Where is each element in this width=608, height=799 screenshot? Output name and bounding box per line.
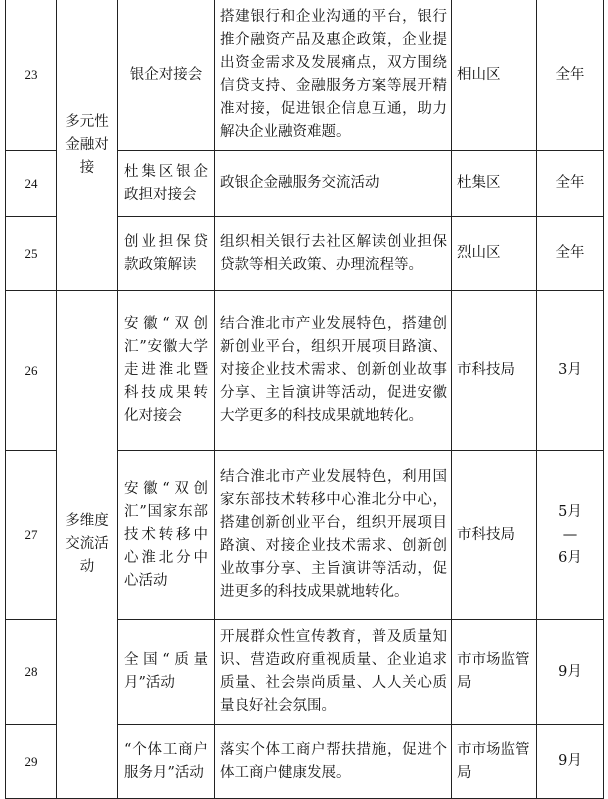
activity-content: 政银企金融服务交流活动 [215, 151, 452, 217]
activity-name: 杜集区银企政担对接会 [118, 151, 215, 217]
activity-name: 创业担保贷款政策解读 [118, 217, 215, 291]
activity-time: 5月 — 6月 [537, 451, 604, 620]
activity-time: 全年 [537, 151, 604, 217]
activity-time: 全年 [537, 217, 604, 291]
row-number: 29 [6, 725, 57, 799]
row-number: 24 [6, 151, 57, 217]
activity-content: 结合淮北市产业发展特色，搭建创新创业平台，组织开展项目路演、对接企业技术需求、创新创业故事分享、主旨演讲等活动，促进安徽大学更多的科技成果就地转化。 [215, 291, 452, 451]
responsible-unit: 烈山区 [452, 217, 537, 291]
responsible-unit: 市市场监管局 [452, 725, 537, 799]
activity-name: 全国“质量月”活动 [118, 620, 215, 725]
activity-content: 搭建银行和企业沟通的平台，银行推介融资产品及惠企政策，企业提出资金需求及发展痛点，双方围绕信贷支持、金融服务方案等展开精准对接，促进银企信息互通，助力解决企业融资难题。 [215, 0, 452, 151]
category-cell: 多元性金融对接 [57, 0, 118, 291]
row-number: 27 [6, 451, 57, 620]
table-row [6, 291, 604, 451]
activity-content: 结合淮北市产业发展特色，利用国家东部技术转移中心淮北分中心，搭建创新创业平台，组织开展项目路演、对接企业技术需求、创新创业故事分享、主旨演讲等活动，促进更多的科技成果就地转化。 [215, 451, 452, 620]
activity-table [5, 0, 604, 799]
activity-name: 安徽“双创汇”安徽大学走进淮北暨科技成果转化对接会 [118, 291, 215, 451]
responsible-unit: 杜集区 [452, 151, 537, 217]
activity-name: 安徽“双创汇”国家东部技术转移中心淮北分中心活动 [118, 451, 215, 620]
activity-time: 9月 [537, 725, 604, 799]
responsible-unit: 市市场监管局 [452, 620, 537, 725]
row-number: 25 [6, 217, 57, 291]
responsible-unit: 相山区 [452, 0, 537, 151]
table-row [6, 0, 604, 151]
responsible-unit: 市科技局 [452, 291, 537, 451]
activity-content: 落实个体工商户帮扶措施，促进个体工商户健康发展。 [215, 725, 452, 799]
activity-name: “个体工商户服务月”活动 [118, 725, 215, 799]
activity-time: 9月 [537, 620, 604, 725]
responsible-unit: 市科技局 [452, 451, 537, 620]
row-number: 23 [6, 0, 57, 151]
row-number: 28 [6, 620, 57, 725]
category-cell: 多维度交流活动 [57, 291, 118, 799]
activity-name: 银企对接会 [118, 0, 215, 151]
activity-time: 3月 [537, 291, 604, 451]
activity-content: 开展群众性宣传教育，普及质量知识、营造政府重视质量、企业追求质量、社会崇尚质量、人人关心质量良好社会氛围。 [215, 620, 452, 725]
row-number: 26 [6, 291, 57, 451]
activity-time: 全年 [537, 0, 604, 151]
activity-content: 组织相关银行去社区解读创业担保贷款等相关政策、办理流程等。 [215, 217, 452, 291]
